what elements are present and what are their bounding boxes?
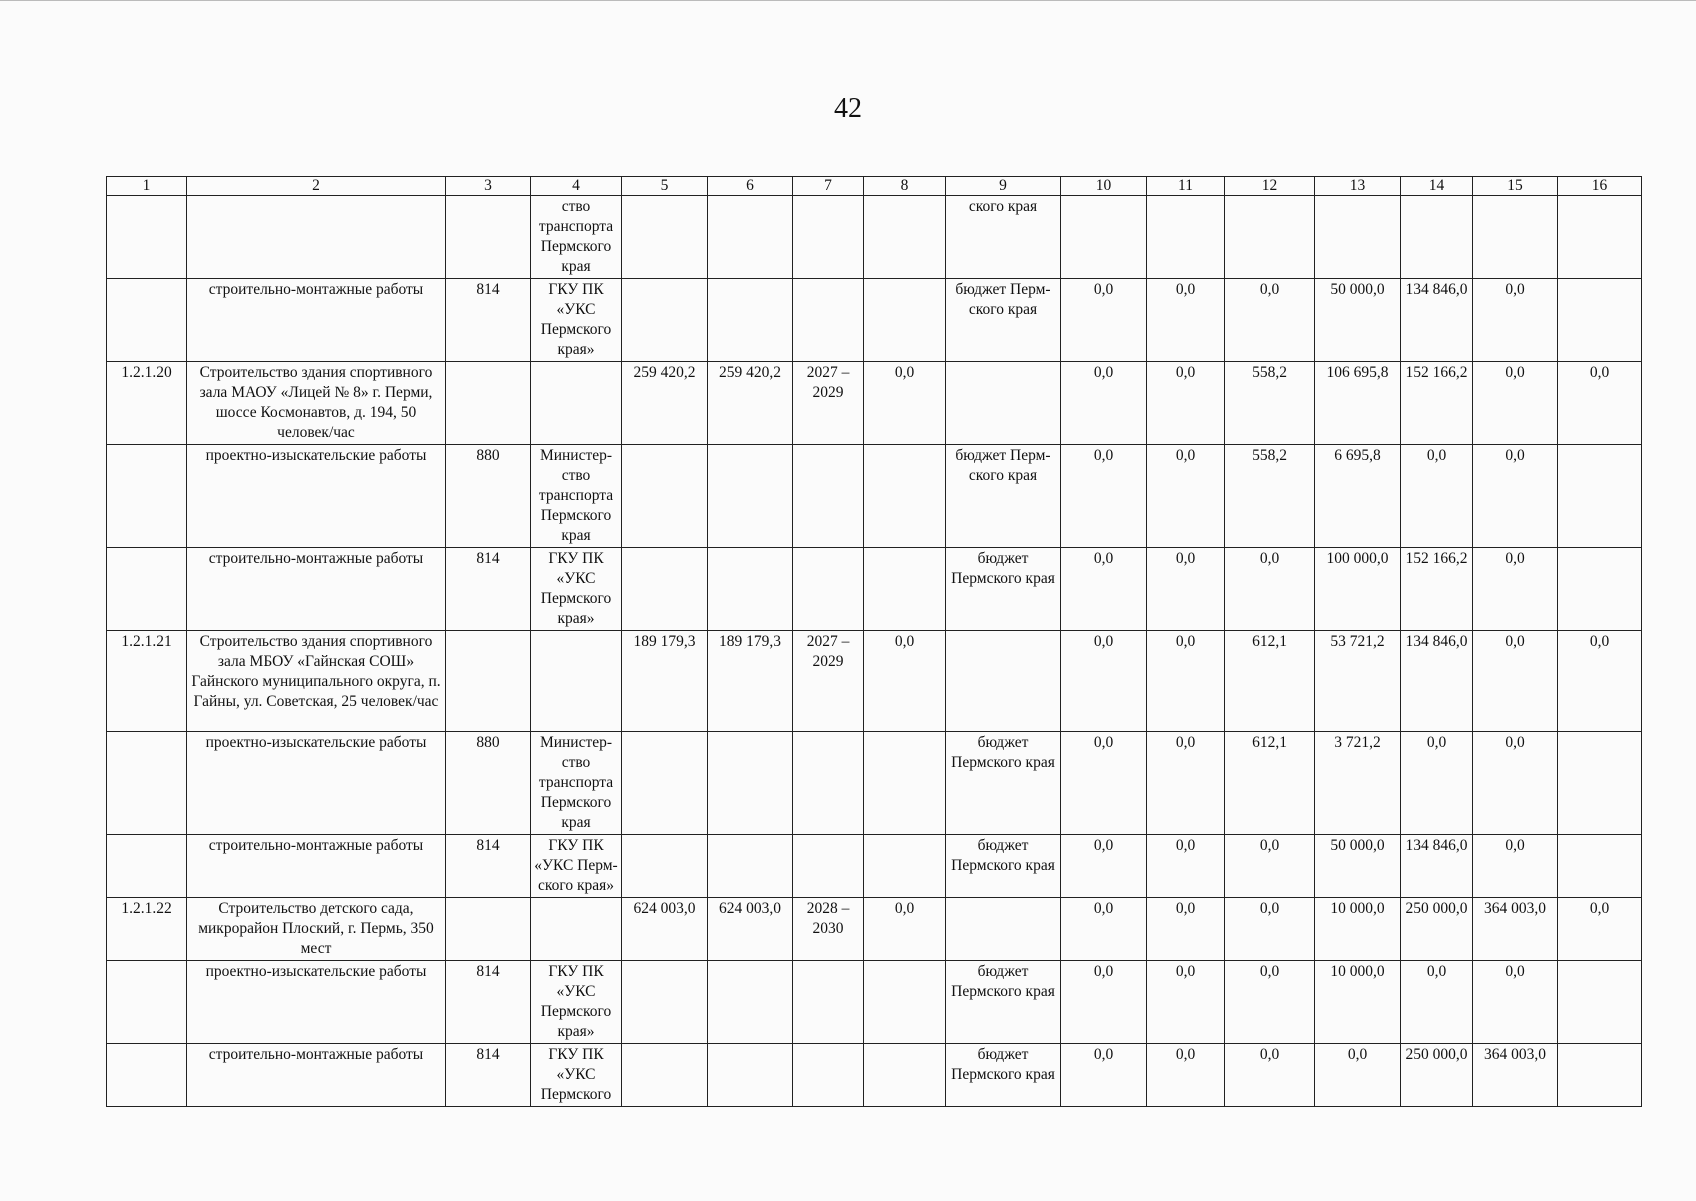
table-row bbox=[107, 1044, 1642, 1107]
amount-cell: 0,0 bbox=[1061, 732, 1147, 835]
code-cell bbox=[446, 898, 531, 961]
amount-cell: 0,0 bbox=[1147, 961, 1225, 1044]
period-cell bbox=[793, 835, 864, 898]
amount-cell: 0,0 bbox=[1061, 898, 1147, 961]
amount-cell: 0,0 bbox=[1225, 961, 1315, 1044]
amount-cell bbox=[1225, 196, 1315, 279]
item-code-cell: 1.2.1.21 bbox=[107, 631, 187, 732]
amount-cell: 0,0 bbox=[1315, 1044, 1401, 1107]
spent-cell: 0,0 bbox=[864, 898, 946, 961]
code-cell: 880 bbox=[446, 732, 531, 835]
table-row bbox=[107, 732, 1642, 835]
amount-cell: 0,0 bbox=[1225, 835, 1315, 898]
amount-cell: 50 000,0 bbox=[1315, 835, 1401, 898]
work-name-cell bbox=[187, 196, 446, 279]
amount-cell: 0,0 bbox=[1473, 732, 1558, 835]
period-cell: 2027 – 2029 bbox=[793, 631, 864, 732]
code-cell: 814 bbox=[446, 1044, 531, 1107]
amount-cell: 0,0 bbox=[1147, 732, 1225, 835]
amount-cell: 0,0 bbox=[1558, 362, 1642, 445]
amount-cell: 0,0 bbox=[1473, 835, 1558, 898]
amount-cell: 152 166,2 bbox=[1401, 548, 1473, 631]
column-number: 12 bbox=[1225, 177, 1315, 196]
cost-cell: 189 179,3 bbox=[708, 631, 793, 732]
work-name-cell: проектно-изыскательские работы bbox=[187, 961, 446, 1044]
work-name-cell: проектно-изыскательские работы bbox=[187, 445, 446, 548]
cost-cell bbox=[622, 835, 708, 898]
cost-cell: 624 003,0 bbox=[622, 898, 708, 961]
cost-cell: 259 420,2 bbox=[708, 362, 793, 445]
code-cell: 880 bbox=[446, 445, 531, 548]
source-cell: бюджет Перм-ского края bbox=[946, 279, 1061, 362]
amount-cell: 10 000,0 bbox=[1315, 898, 1401, 961]
executor-cell bbox=[531, 362, 622, 445]
table-row bbox=[107, 362, 1642, 445]
spent-cell bbox=[864, 548, 946, 631]
amount-cell bbox=[1558, 196, 1642, 279]
amount-cell: 0,0 bbox=[1473, 548, 1558, 631]
period-cell bbox=[793, 961, 864, 1044]
amount-cell: 0,0 bbox=[1147, 631, 1225, 732]
amount-cell bbox=[1558, 548, 1642, 631]
code-cell bbox=[446, 362, 531, 445]
header-row bbox=[107, 177, 1642, 196]
amount-cell: 0,0 bbox=[1147, 835, 1225, 898]
amount-cell: 612,1 bbox=[1225, 732, 1315, 835]
amount-cell bbox=[1147, 196, 1225, 279]
amount-cell: 0,0 bbox=[1473, 279, 1558, 362]
amount-cell: 0,0 bbox=[1061, 362, 1147, 445]
amount-cell bbox=[1558, 279, 1642, 362]
work-name-cell: Строительство здания спортивного зала МАОУ «Лицей № 8» г. Перми, шоссе Космонавтов, д. 194, 50 человек/час bbox=[187, 362, 446, 445]
code-cell bbox=[446, 631, 531, 732]
table-row bbox=[107, 898, 1642, 961]
source-cell bbox=[946, 631, 1061, 732]
spent-cell: 0,0 bbox=[864, 631, 946, 732]
work-name-cell: строительно-монтажные работы bbox=[187, 279, 446, 362]
column-number: 15 bbox=[1473, 177, 1558, 196]
column-number: 1 bbox=[107, 177, 187, 196]
spent-cell bbox=[864, 961, 946, 1044]
cost-cell bbox=[708, 279, 793, 362]
amount-cell: 0,0 bbox=[1061, 961, 1147, 1044]
amount-cell: 0,0 bbox=[1225, 1044, 1315, 1107]
code-cell: 814 bbox=[446, 835, 531, 898]
amount-cell: 0,0 bbox=[1473, 362, 1558, 445]
cost-cell bbox=[708, 732, 793, 835]
period-cell bbox=[793, 279, 864, 362]
table-row bbox=[107, 961, 1642, 1044]
amount-cell bbox=[1401, 196, 1473, 279]
column-number: 3 bbox=[446, 177, 531, 196]
amount-cell: 0,0 bbox=[1061, 548, 1147, 631]
amount-cell: 3 721,2 bbox=[1315, 732, 1401, 835]
amount-cell: 558,2 bbox=[1225, 445, 1315, 548]
amount-cell: 0,0 bbox=[1473, 961, 1558, 1044]
cost-cell: 189 179,3 bbox=[622, 631, 708, 732]
amount-cell: 10 000,0 bbox=[1315, 961, 1401, 1044]
amount-cell: 0,0 bbox=[1225, 898, 1315, 961]
amount-cell: 364 003,0 bbox=[1473, 1044, 1558, 1107]
amount-cell: 53 721,2 bbox=[1315, 631, 1401, 732]
work-name-cell: проектно-изыскательские работы bbox=[187, 732, 446, 835]
amount-cell: 0,0 bbox=[1147, 445, 1225, 548]
cost-cell bbox=[708, 196, 793, 279]
spent-cell bbox=[864, 835, 946, 898]
amount-cell: 0,0 bbox=[1061, 835, 1147, 898]
table-row bbox=[107, 196, 1642, 279]
cost-cell bbox=[622, 445, 708, 548]
executor-cell bbox=[531, 631, 622, 732]
amount-cell: 0,0 bbox=[1225, 548, 1315, 631]
work-name-cell: Строительство здания спортивного зала МБОУ «Гайнская СОШ» Гайнского муниципального округа, п. Гайны, ул. Советская, 25 человек/час bbox=[187, 631, 446, 732]
amount-cell: 134 846,0 bbox=[1401, 631, 1473, 732]
item-code-cell bbox=[107, 1044, 187, 1107]
column-number: 13 bbox=[1315, 177, 1401, 196]
period-cell bbox=[793, 196, 864, 279]
amount-cell: 100 000,0 bbox=[1315, 548, 1401, 631]
amount-cell: 134 846,0 bbox=[1401, 835, 1473, 898]
spent-cell bbox=[864, 732, 946, 835]
source-cell: бюджет Пермского края bbox=[946, 1044, 1061, 1107]
code-cell: 814 bbox=[446, 279, 531, 362]
code-cell bbox=[446, 196, 531, 279]
amount-cell: 0,0 bbox=[1473, 631, 1558, 732]
program-table bbox=[106, 176, 1642, 1107]
column-number: 4 bbox=[531, 177, 622, 196]
code-cell: 814 bbox=[446, 961, 531, 1044]
amount-cell: 0,0 bbox=[1147, 548, 1225, 631]
cost-cell: 624 003,0 bbox=[708, 898, 793, 961]
executor-cell: Министер-ство транспорта Пермского края bbox=[531, 732, 622, 835]
table-row bbox=[107, 548, 1642, 631]
work-name-cell: строительно-монтажные работы bbox=[187, 548, 446, 631]
period-cell: 2028 – 2030 bbox=[793, 898, 864, 961]
cost-cell bbox=[708, 961, 793, 1044]
amount-cell: 0,0 bbox=[1401, 732, 1473, 835]
column-number: 6 bbox=[708, 177, 793, 196]
amount-cell: 0,0 bbox=[1558, 631, 1642, 732]
column-number: 10 bbox=[1061, 177, 1147, 196]
cost-cell bbox=[622, 1044, 708, 1107]
source-cell: бюджет Пермского края bbox=[946, 835, 1061, 898]
cost-cell bbox=[708, 1044, 793, 1107]
amount-cell: 0,0 bbox=[1147, 362, 1225, 445]
executor-cell: ГКУ ПК «УКС Пермского края» bbox=[531, 961, 622, 1044]
column-number: 11 bbox=[1147, 177, 1225, 196]
table-row bbox=[107, 445, 1642, 548]
column-number: 16 bbox=[1558, 177, 1642, 196]
cost-cell bbox=[622, 548, 708, 631]
item-code-cell bbox=[107, 835, 187, 898]
source-cell bbox=[946, 898, 1061, 961]
spent-cell: 0,0 bbox=[864, 362, 946, 445]
item-code-cell: 1.2.1.22 bbox=[107, 898, 187, 961]
item-code-cell bbox=[107, 445, 187, 548]
cost-cell bbox=[622, 732, 708, 835]
spent-cell bbox=[864, 279, 946, 362]
item-code-cell bbox=[107, 732, 187, 835]
amount-cell: 106 695,8 bbox=[1315, 362, 1401, 445]
executor-cell: ГКУ ПК «УКС Пермского края» bbox=[531, 279, 622, 362]
executor-cell: ГКУ ПК «УКС Пермского края» bbox=[531, 548, 622, 631]
code-cell: 814 bbox=[446, 548, 531, 631]
item-code-cell bbox=[107, 279, 187, 362]
amount-cell: 0,0 bbox=[1401, 961, 1473, 1044]
item-code-cell bbox=[107, 961, 187, 1044]
source-cell: бюджет Перм-ского края bbox=[946, 445, 1061, 548]
source-cell bbox=[946, 362, 1061, 445]
cost-cell bbox=[708, 445, 793, 548]
executor-cell: ГКУ ПК «УКС Перм-ского края» bbox=[531, 835, 622, 898]
column-number: 7 bbox=[793, 177, 864, 196]
amount-cell bbox=[1558, 961, 1642, 1044]
column-number: 2 bbox=[187, 177, 446, 196]
source-cell: ского края bbox=[946, 196, 1061, 279]
period-cell: 2027 – 2029 bbox=[793, 362, 864, 445]
column-number: 8 bbox=[864, 177, 946, 196]
table-row bbox=[107, 279, 1642, 362]
cost-cell bbox=[708, 835, 793, 898]
amount-cell: 6 695,8 bbox=[1315, 445, 1401, 548]
amount-cell: 0,0 bbox=[1147, 279, 1225, 362]
amount-cell bbox=[1558, 732, 1642, 835]
item-code-cell bbox=[107, 548, 187, 631]
executor-cell: Министер-ство транспорта Пермского края bbox=[531, 445, 622, 548]
amount-cell: 612,1 bbox=[1225, 631, 1315, 732]
source-cell: бюджет Пермского края bbox=[946, 548, 1061, 631]
column-number: 9 bbox=[946, 177, 1061, 196]
source-cell: бюджет Пермского края bbox=[946, 732, 1061, 835]
amount-cell bbox=[1315, 196, 1401, 279]
column-number: 14 bbox=[1401, 177, 1473, 196]
cost-cell bbox=[622, 961, 708, 1044]
amount-cell: 558,2 bbox=[1225, 362, 1315, 445]
amount-cell: 364 003,0 bbox=[1473, 898, 1558, 961]
period-cell bbox=[793, 1044, 864, 1107]
amount-cell: 250 000,0 bbox=[1401, 1044, 1473, 1107]
amount-cell: 50 000,0 bbox=[1315, 279, 1401, 362]
item-code-cell: 1.2.1.20 bbox=[107, 362, 187, 445]
executor-cell bbox=[531, 898, 622, 961]
spent-cell bbox=[864, 445, 946, 548]
spent-cell bbox=[864, 1044, 946, 1107]
table-row bbox=[107, 631, 1642, 732]
amount-cell bbox=[1473, 196, 1558, 279]
period-cell bbox=[793, 445, 864, 548]
amount-cell: 0,0 bbox=[1225, 279, 1315, 362]
cost-cell: 259 420,2 bbox=[622, 362, 708, 445]
amount-cell: 152 166,2 bbox=[1401, 362, 1473, 445]
cost-cell bbox=[708, 548, 793, 631]
page-number: 42 bbox=[834, 93, 862, 124]
amount-cell: 0,0 bbox=[1147, 1044, 1225, 1107]
work-name-cell: строительно-монтажные работы bbox=[187, 1044, 446, 1107]
spent-cell bbox=[864, 196, 946, 279]
executor-cell: ГКУ ПК «УКС Пермского bbox=[531, 1044, 622, 1107]
work-name-cell: строительно-монтажные работы bbox=[187, 835, 446, 898]
column-number: 5 bbox=[622, 177, 708, 196]
executor-cell: ство транспорта Пермского края bbox=[531, 196, 622, 279]
table-body bbox=[107, 177, 1642, 1107]
amount-cell: 0,0 bbox=[1061, 445, 1147, 548]
source-cell: бюджет Пермского края bbox=[946, 961, 1061, 1044]
period-cell bbox=[793, 548, 864, 631]
amount-cell: 0,0 bbox=[1558, 898, 1642, 961]
amount-cell: 250 000,0 bbox=[1401, 898, 1473, 961]
amount-cell: 0,0 bbox=[1061, 1044, 1147, 1107]
amount-cell: 0,0 bbox=[1401, 445, 1473, 548]
amount-cell bbox=[1558, 835, 1642, 898]
amount-cell: 0,0 bbox=[1473, 445, 1558, 548]
amount-cell bbox=[1558, 1044, 1642, 1107]
amount-cell: 0,0 bbox=[1061, 631, 1147, 732]
cost-cell bbox=[622, 196, 708, 279]
amount-cell: 0,0 bbox=[1147, 898, 1225, 961]
period-cell bbox=[793, 732, 864, 835]
amount-cell: 134 846,0 bbox=[1401, 279, 1473, 362]
work-name-cell: Строительство детского сада, микрорайон Плоский, г. Пермь, 350 мест bbox=[187, 898, 446, 961]
table-row bbox=[107, 835, 1642, 898]
cost-cell bbox=[622, 279, 708, 362]
item-code-cell bbox=[107, 196, 187, 279]
amount-cell bbox=[1558, 445, 1642, 548]
amount-cell: 0,0 bbox=[1061, 279, 1147, 362]
amount-cell bbox=[1061, 196, 1147, 279]
